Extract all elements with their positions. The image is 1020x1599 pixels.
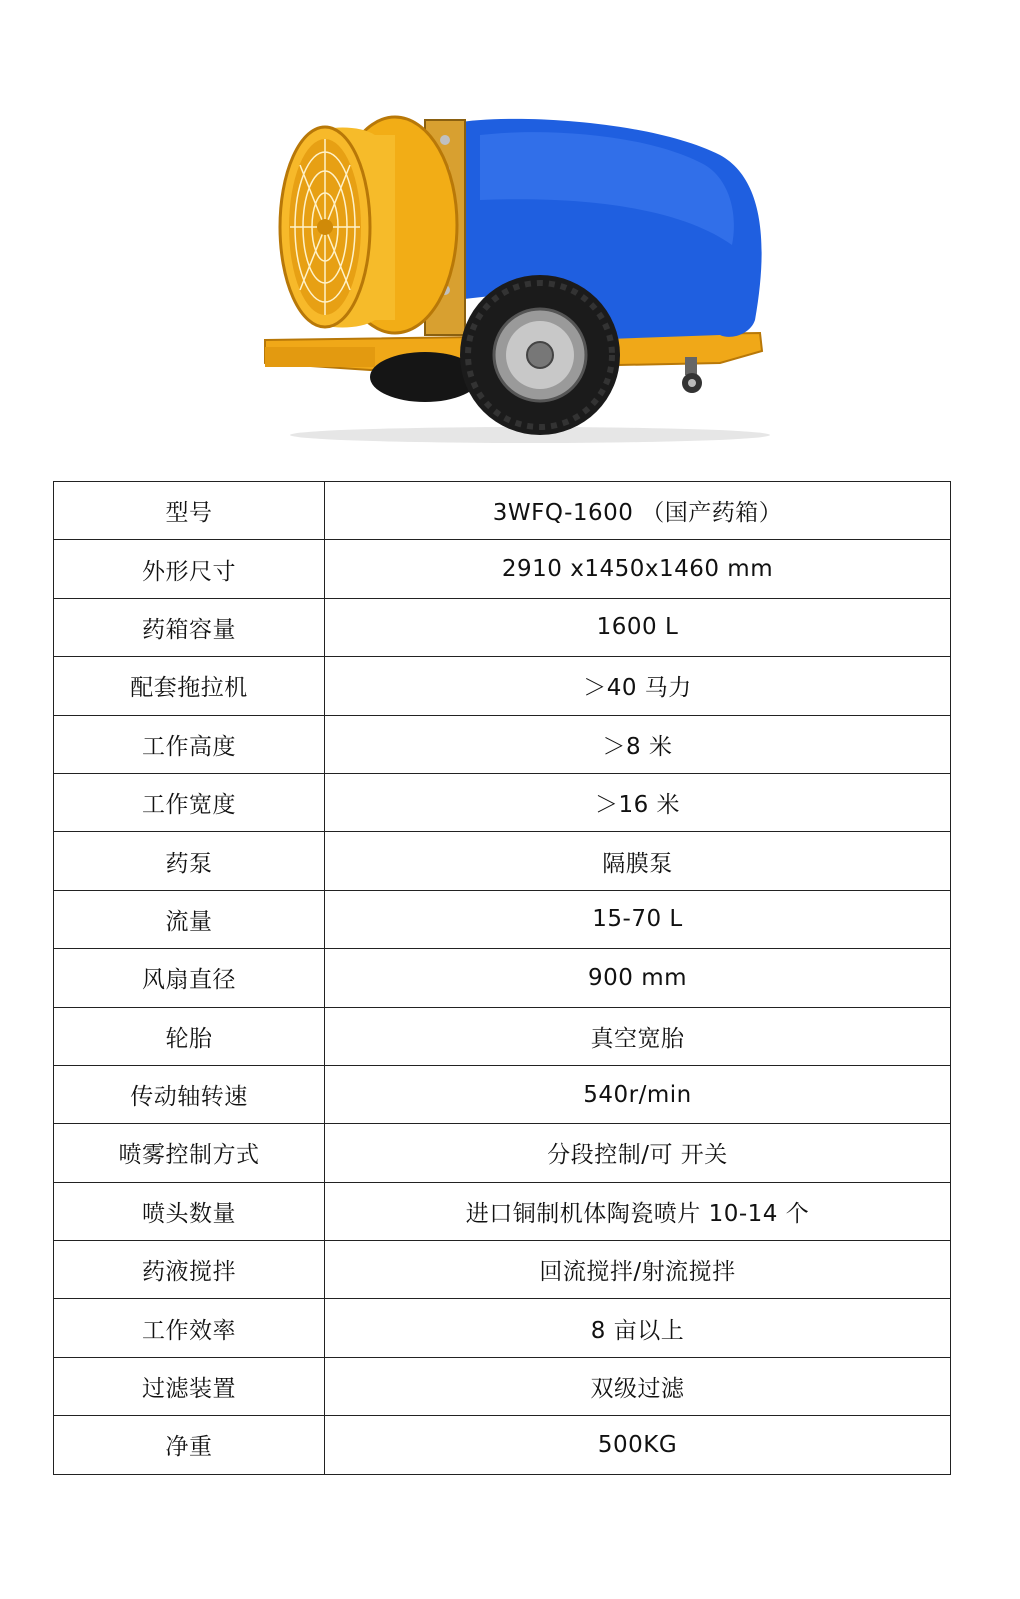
table-row (54, 949, 951, 1007)
table-row (54, 832, 951, 890)
table-row (54, 482, 951, 540)
spec-label: 工作高度 (54, 715, 325, 773)
spec-label: 传动轴转速 (54, 1065, 325, 1123)
spec-value: 回流搅拌/射流搅拌 (325, 1241, 951, 1299)
spec-label: 工作宽度 (54, 773, 325, 831)
spec-value: 900 mm (325, 949, 951, 1007)
spec-label: 药泵 (54, 832, 325, 890)
table-row (54, 715, 951, 773)
spec-label: 药液搅拌 (54, 1241, 325, 1299)
table-row (54, 540, 951, 598)
table-row (54, 598, 951, 656)
spec-value: 真空宽胎 (325, 1007, 951, 1065)
spec-label: 外形尺寸 (54, 540, 325, 598)
spec-value: ＞40 马力 (325, 657, 951, 715)
spec-label: 净重 (54, 1416, 325, 1474)
spec-label: 药箱容量 (54, 598, 325, 656)
spec-table (53, 481, 951, 1475)
spec-label: 配套拖拉机 (54, 657, 325, 715)
spec-value: ＞8 米 (325, 715, 951, 773)
spec-value: 3WFQ-1600 （国产药箱） (325, 482, 951, 540)
table-row (54, 1357, 951, 1415)
spec-label: 工作效率 (54, 1299, 325, 1357)
spec-value: 540r/min (325, 1065, 951, 1123)
spec-value: 8 亩以上 (325, 1299, 951, 1357)
spec-value: 分段控制/可 开关 (325, 1124, 951, 1182)
table-row (54, 1182, 951, 1240)
table-row (54, 773, 951, 831)
spec-label: 轮胎 (54, 1007, 325, 1065)
spec-value: 15-70 L (325, 890, 951, 948)
spec-label: 流量 (54, 890, 325, 948)
spec-label: 风扇直径 (54, 949, 325, 1007)
spec-value: ＞16 米 (325, 773, 951, 831)
product-image (250, 95, 790, 455)
table-row (54, 1065, 951, 1123)
spec-value: 500KG (325, 1416, 951, 1474)
table-row (54, 1416, 951, 1474)
table-row (54, 1299, 951, 1357)
table-row (54, 890, 951, 948)
spec-value: 1600 L (325, 598, 951, 656)
table-row (54, 1124, 951, 1182)
spec-value: 进口铜制机体陶瓷喷片 10-14 个 (325, 1182, 951, 1240)
spec-value: 隔膜泵 (325, 832, 951, 890)
spec-value: 双级过滤 (325, 1357, 951, 1415)
spec-label: 过滤装置 (54, 1357, 325, 1415)
spec-label: 喷雾控制方式 (54, 1124, 325, 1182)
table-row (54, 657, 951, 715)
spec-value: 2910 x1450x1460 mm (325, 540, 951, 598)
spec-label: 喷头数量 (54, 1182, 325, 1240)
table-row (54, 1007, 951, 1065)
spec-label: 型号 (54, 482, 325, 540)
sprayer-illustration (250, 95, 790, 455)
table-row (54, 1241, 951, 1299)
